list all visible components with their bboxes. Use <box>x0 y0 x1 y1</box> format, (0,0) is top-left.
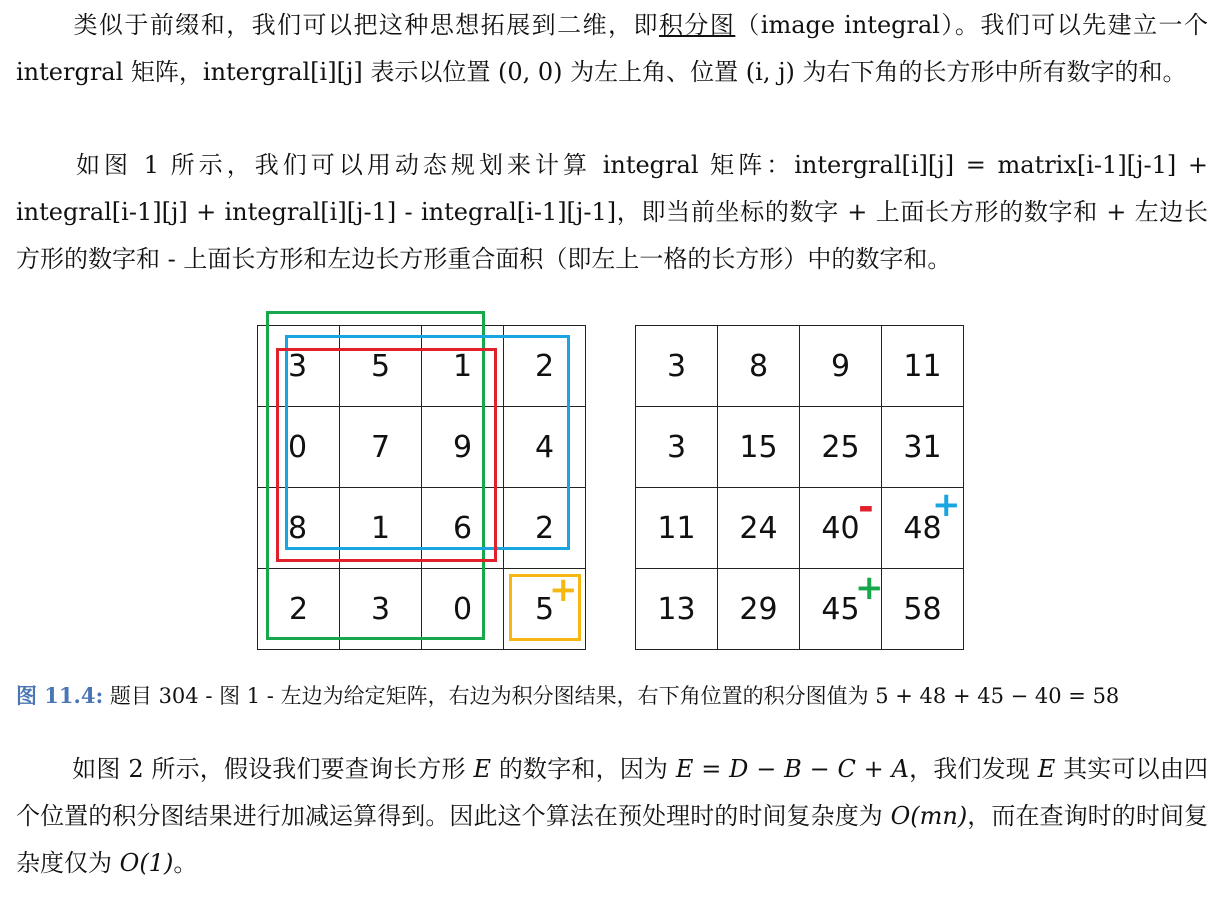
left-cell: 4 <box>504 407 586 488</box>
right-cell: 31 <box>882 407 964 488</box>
left-cell: 2 <box>258 569 340 650</box>
red-rectangle <box>276 348 497 562</box>
left-cell: 6 <box>422 488 504 569</box>
left-cell: 0 <box>258 407 340 488</box>
left-cell: 2 <box>504 488 586 569</box>
right-cell: 11 <box>636 488 718 569</box>
p3-text-6: 。 <box>173 849 198 877</box>
p3-complexity-mn: O(mn) <box>890 802 968 830</box>
p3-var-e: E <box>473 755 492 783</box>
p3-text-1: 如图 2 所示，假设我们要查询长方形 <box>72 755 474 783</box>
right-matrix <box>635 325 964 650</box>
red-minus-sign: - <box>858 485 874 529</box>
left-cell: 2 <box>504 326 586 407</box>
right-cell: 24 <box>718 488 800 569</box>
left-cell: 3 <box>340 569 422 650</box>
right-cell: 29 <box>718 569 800 650</box>
p1-after: （image integral）。我们可以先建立一个 intergral 矩阵，intergral[i][j] 表示以位置 (0, 0) 为左上角、位置 (i, j) 为右下角的长方形中所有数字的和。 <box>16 11 1208 86</box>
left-cell: 1 <box>422 326 504 407</box>
left-cell: 1 <box>340 488 422 569</box>
left-cell: 0 <box>422 569 504 650</box>
p3-text-5: ，而在查询时的时间复杂度仅为 <box>16 802 1208 877</box>
p3-text-3: ，我们发现 <box>908 755 1038 783</box>
caption-text: 题目 304 - 图 1 - 左边为给定矩阵，右边为积分图结果，右下角位置的积分图值为 5 + 48 + 45 − 40 = 58 <box>103 684 1120 708</box>
left-cell: 8 <box>258 488 340 569</box>
right-cell: 13 <box>636 569 718 650</box>
right-cell: 25 <box>800 407 882 488</box>
paragraph-query-rectangle <box>16 746 1208 887</box>
right-cell: 48 <box>882 488 964 569</box>
left-cell: 5 <box>340 326 422 407</box>
paragraph-dp-explanation <box>16 142 1208 283</box>
caption-label: 图 11.4: <box>16 683 104 708</box>
blue-plus-sign: + <box>932 485 961 525</box>
left-cell: 9 <box>422 407 504 488</box>
p2-text: 如图 1 所示，我们可以用动态规划来计算 integral 矩阵：intergral[i][j] = matrix[i-1][j-1] + integral[i-1][j] + integral[i][j-1] - integral[i-1][j-1]，即当前坐标的数字 + 上面长方形的数字和 + 左边长方形的数字和 - 上面长方形和左边长方形重合面积（即左上一格的长方形）中的数字和。 <box>16 151 1208 273</box>
p3-text-2: 的数字和，因为 <box>491 755 676 783</box>
right-cell: 11 <box>882 326 964 407</box>
right-cell: 15 <box>718 407 800 488</box>
figure-caption <box>16 680 1208 710</box>
right-cell: 3 <box>636 407 718 488</box>
p3-text-4: 其实可以由四个位置的积分图结果进行加减运算得到。因此这个算法在预处理时的时间复杂度为 <box>16 755 1209 830</box>
right-cell: 9 <box>800 326 882 407</box>
figure-integral-image <box>0 300 1222 670</box>
left-cell: 7 <box>340 407 422 488</box>
p1-term-link[interactable]: 积分图 <box>658 11 736 39</box>
p3-formula: E = D − B − C + A <box>675 755 909 783</box>
right-cell: 45 <box>800 569 882 650</box>
right-cell: 58 <box>882 569 964 650</box>
p3-complexity-1: O(1) <box>119 849 174 877</box>
p1-before: 类似于前缀和，我们可以把这种思想拓展到二维，即 <box>72 11 659 39</box>
right-cell: 40 <box>800 488 882 569</box>
yellow-plus-sign: + <box>549 570 578 610</box>
green-plus-sign: + <box>855 568 884 608</box>
left-cell: 3 <box>258 326 340 407</box>
left-cell: 5 <box>504 569 586 650</box>
paragraph-image-integral <box>16 2 1208 96</box>
p3-var-e2: E <box>1037 755 1056 783</box>
right-cell: 3 <box>636 326 718 407</box>
right-cell: 8 <box>718 326 800 407</box>
